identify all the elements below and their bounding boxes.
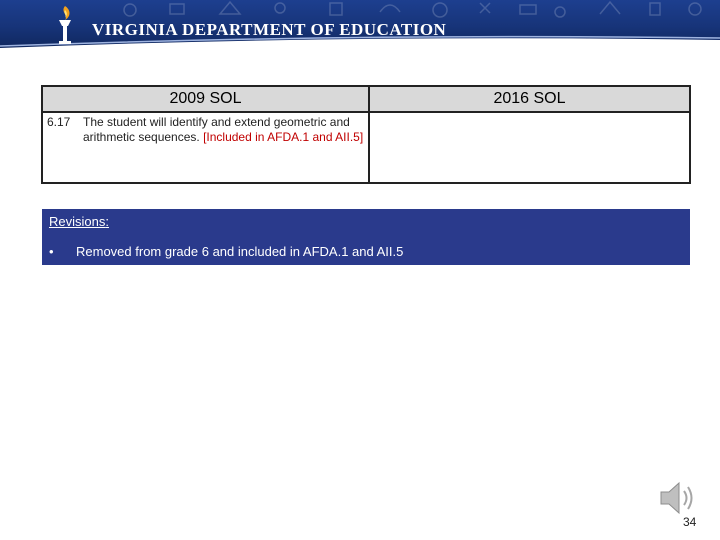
revision-text: Removed from grade 6 and included in AFDA.1 and AII.5 — [76, 244, 404, 259]
revisions-heading: Revisions: — [49, 214, 109, 229]
table-header-row — [42, 86, 690, 112]
torch-icon — [50, 4, 80, 46]
header-2009-sol: 2009 SOL — [42, 86, 369, 112]
sol-comparison-table — [41, 85, 691, 184]
banner-title: VIRGINIA DEPARTMENT OF EDUCATION — [92, 20, 447, 39]
cell-2009-standard — [42, 112, 369, 183]
list-item — [49, 244, 403, 259]
speaker-icon[interactable] — [657, 476, 701, 520]
standard-note: [Included in AFDA.1 and AII.5] — [203, 130, 364, 144]
header-2016-sol: 2016 SOL — [369, 86, 690, 112]
page-number: 34 — [683, 515, 697, 529]
table-row — [42, 112, 690, 183]
revisions-box — [42, 209, 690, 265]
cell-2016-standard — [369, 112, 690, 183]
standard-text: The student will identify and extend geometric and arithmetic sequences. [Included in AFDA.1 and AII.5] — [83, 115, 364, 144]
standard-number: 6.17 — [47, 115, 71, 129]
header-banner — [0, 0, 720, 48]
bullet: • — [49, 244, 54, 259]
